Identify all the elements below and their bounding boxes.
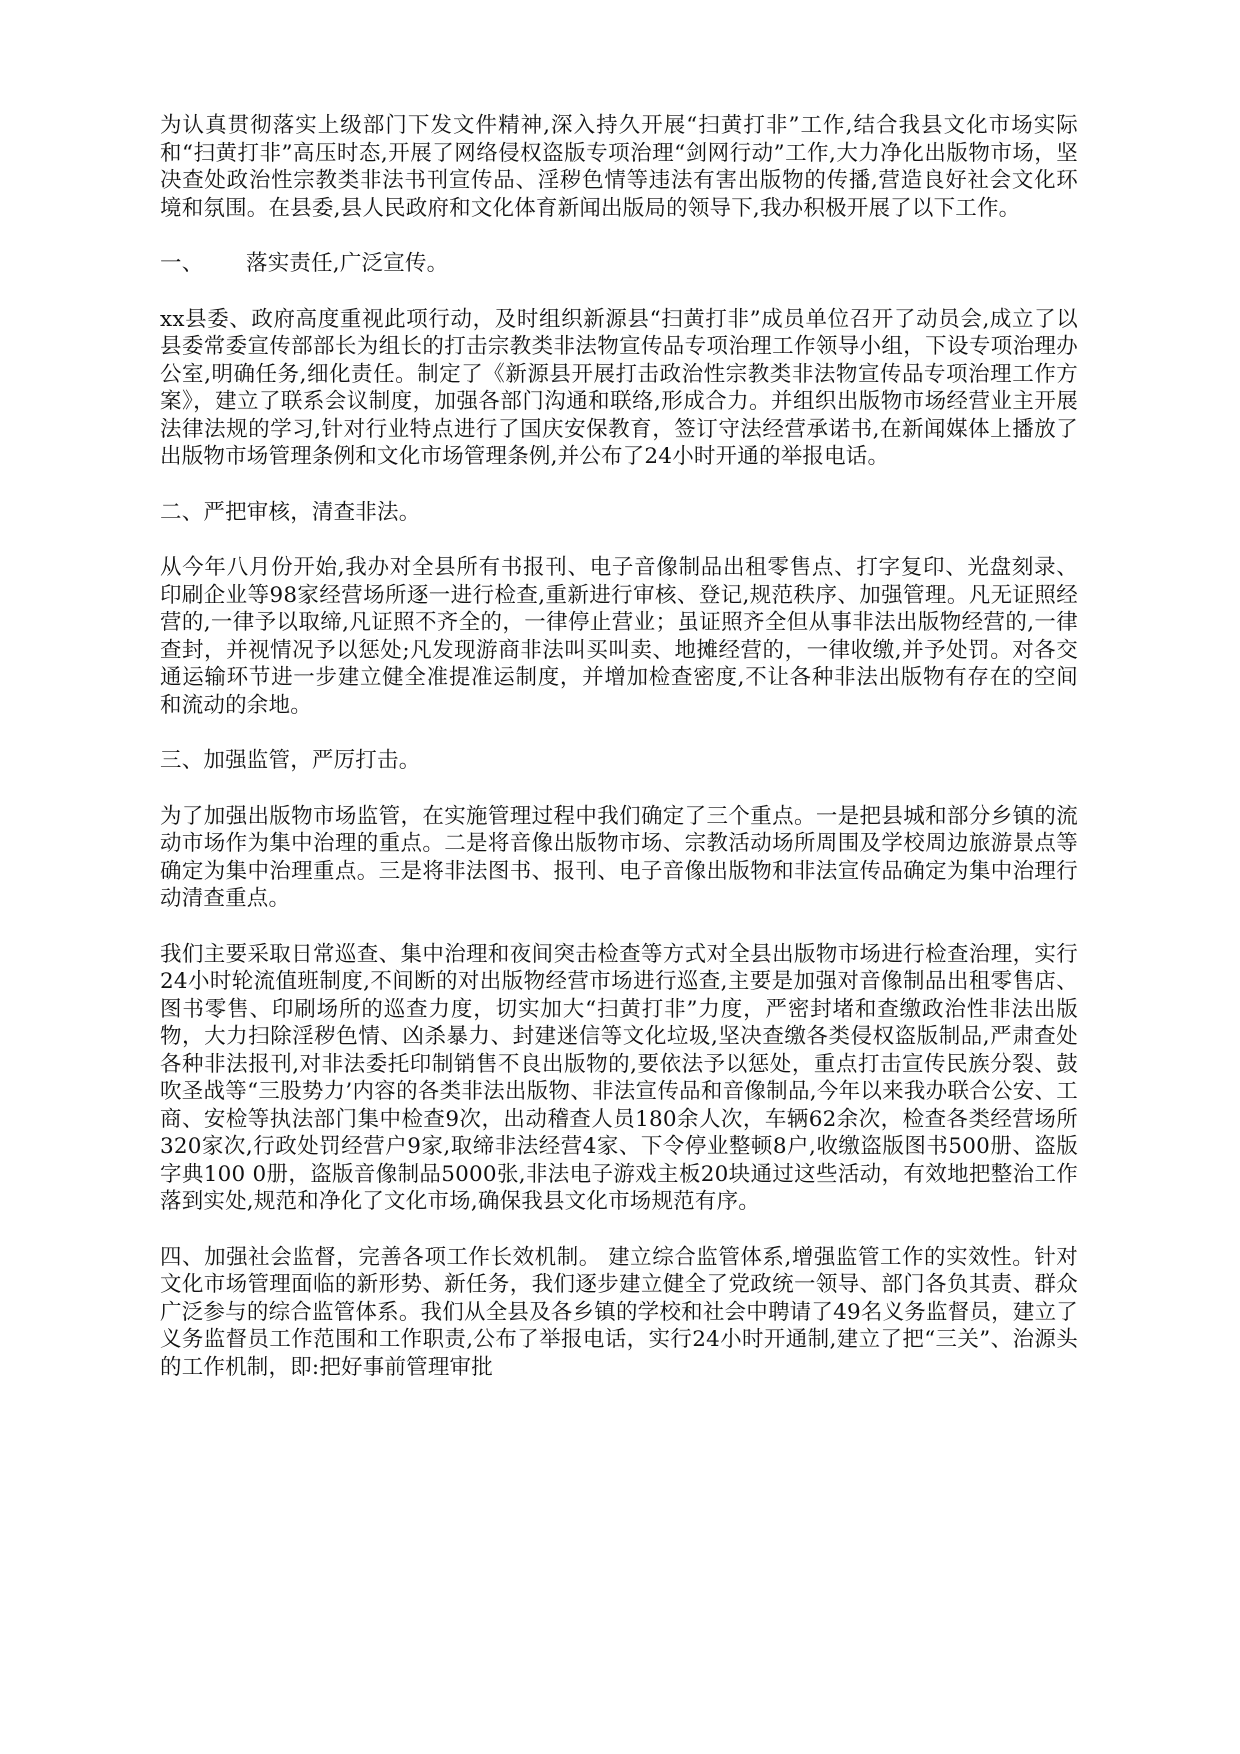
section-2-paragraph: 从今年八月份开始,我办对全县所有书报刊、电子音像制品出租零售点、打字复印、光盘刻录、印刷企业等98家经营场所逐一进行检查,重新进行审核、登记,规范秩序、加强管理。凡无证照经营的,一律予以取缔,凡证照不齐全的，一律停止营业；虽证照齐全但从事非法出版物经营的,一律查封，并视情况予以惩处;凡发现游商非法叫买叫卖、地摊经营的，一律收缴,并予处罚。对各交通运输环节进一步建立健全准提准运制度，并增加检查密度,不让各种非法出版物有存在的空间和流动的余地。 <box>160 555 1078 718</box>
section-1-paragraph: xx县委、政府高度重视此项行动，及时组织新源县“扫黄打非”成员单位召开了动员会,成立了以县委常委宣传部部长为组长的打击宗教类非法物宣传品专项治理工作领导小组，下设专项治理办公室,明确任务,细化责任。制定了《新源县开展打击政治性宗教类非法物宣传品专项治理工作方案》，建立了联系会议制度，加强各部门沟通和联络,形成合力。并组织出版物市场经营业主开展法律法规的学习,针对行业特点进行了国庆安保教育，签订守法经营承诺书,在新闻媒体上播放了出版物市场管理条例和文化市场管理条例,并公布了24小时开通的举报电话。 <box>160 306 1078 469</box>
document-page <box>160 112 1078 1409</box>
section-2-heading: 二、严把审核，清查非法。 <box>160 499 421 525</box>
section-1-number: 一、 <box>160 251 204 276</box>
section-3-heading: 三、加强监管，严厉打击。 <box>160 748 421 773</box>
section-3-paragraph-2: 我们主要采取日常巡查、集中治理和夜间突击检查等方式对全县出版物市场进行检查治理，实行24小时轮流值班制度,不间断的对出版物经营市场进行巡查,主要是加强对音像制品出租零售店、图书零售、印刷场所的巡查力度，切实加大“扫黄打非”力度，严密封堵和查缴政治性非法出版物，大力扫除淫秽色情、凶杀暴力、封建迷信等文化垃圾,坚决查缴各类侵权盗版制品,严肃查处各种非法报刊,对非法委托印制销售不良出版物的,要依法予以惩处，重点打击宣传民族分裂、鼓吹圣战等“三股势力’内容的各类非法出版物、非法宣传品和音像制品,今年以来我办联合公安、工商、安检等执法部门集中检查9次，出动稽查人员180余人次，车辆62余次，检查各类经营场所320家次,行政处罚经营户9家,取缔非法经营4家、下令停业整顿8户,收缴盗版图书500册、盗版字典100 0册，盗版音像制品5000张,非法电子游戏主板20块通过这些活动，有效地把整治工作落到实处,规范和净化了文化市场,确保我县文化市场规范有序。 <box>160 941 1078 1214</box>
section-3-paragraph-1: 为了加强出版物市场监管，在实施管理过程中我们确定了三个重点。一是把县城和部分乡镇的流动市场作为集中治理的重点。二是将音像出版物市场、宗教活动场所周围及学校周边旅游景点等确定为集中治理重点。三是将非法图书、报刊、电子音像出版物和非法宣传品确定为集中治理行动清查重点。 <box>160 803 1078 911</box>
section-1-heading <box>160 250 1078 278</box>
intro-paragraph: 为认真贯彻落实上级部门下发文件精神,深入持久开展“扫黄打非”工作,结合我县文化市场实际和“扫黄打非”高压时态,开展了网络侵权盗版专项治理“剑网行动”工作,大力净化出版物市场，坚决查处政治性宗教类非法书刊宣传品、淫秽色情等违法有害出版物的传播,营造良好社会文化环境和氛围。在县委,县人民政府和文化体育新闻出版局的领导下,我办积极开展了以下工作。 <box>160 113 1078 221</box>
section-4-paragraph: 四、加强社会监督，完善各项工作长效机制。 建立综合监管体系,增强监管工作的实效性。针对文化市场管理面临的新形势、新任务，我们逐步建立健全了党政统一领导、部门各负其责、群众广泛参与的综合监管体系。我们从全县及各乡镇的学校和社会中聘请了49名义务监督员，建立了义务监督员工作范围和工作职责,公布了举报电话，实行24小时开通制,建立了把“三关”、治源头的工作机制，即:把好事前管理审批 <box>160 1244 1078 1380</box>
section-1-title: 落实责任,广泛宣传。 <box>246 251 449 276</box>
